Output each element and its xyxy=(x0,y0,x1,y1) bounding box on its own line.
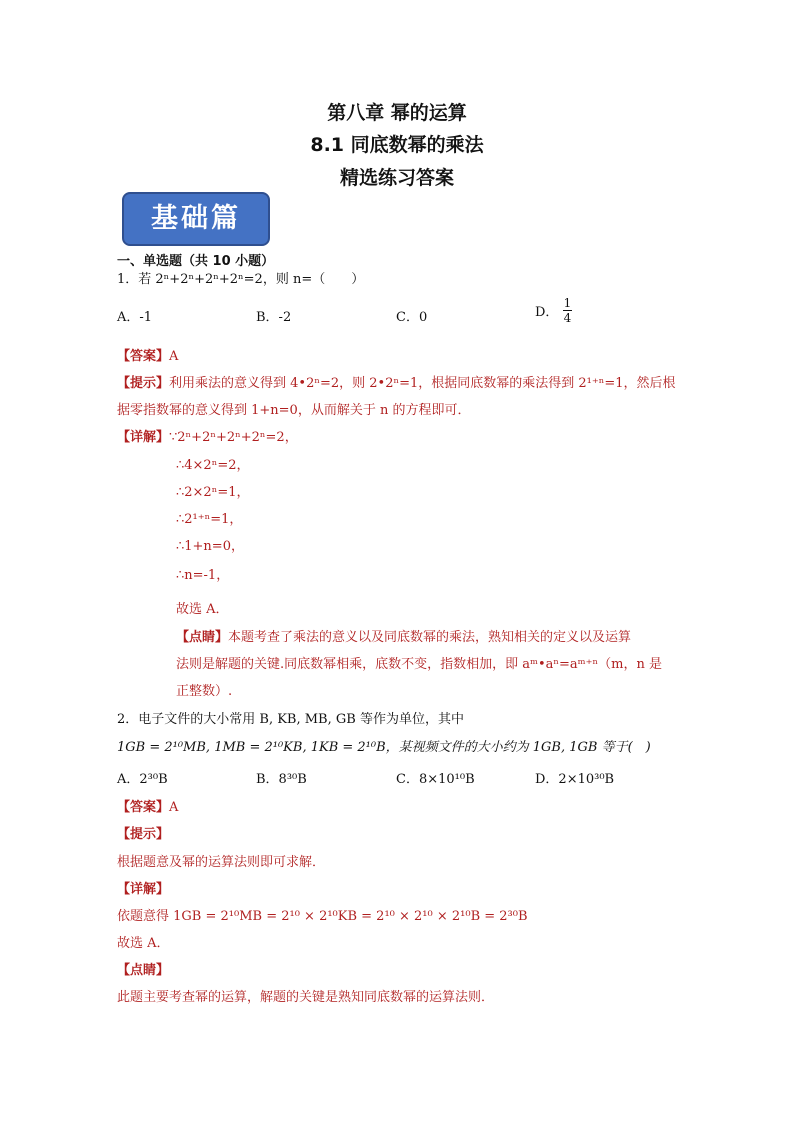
answer-value: A xyxy=(169,800,179,815)
q1-option-d-label: D． xyxy=(535,305,559,320)
q2-detail-text: 依题意得 1GB = 2¹⁰MB = 2¹⁰ × 2¹⁰KB = 2¹⁰ × 2¹⁰ × 2¹⁰B = 2³⁰B xyxy=(117,909,528,924)
q2-option-d: D．2×10³⁰B xyxy=(535,772,615,787)
section-title: 8.1 同底数幂的乘法 xyxy=(310,134,484,156)
detail-tag: 【详解】 xyxy=(117,430,170,445)
q2-option-b: B．8³⁰B xyxy=(256,772,307,787)
q1-detail-step-1 xyxy=(117,426,298,445)
hint-text: 利用乘法的意义得到 4•2ⁿ=2，则 2•2ⁿ=1，根据同底数幂的乘法得到 2¹⁺ⁿ=1，然后根 xyxy=(169,376,676,391)
answer-value: A xyxy=(169,349,179,364)
comment-tag: 【点睛】 xyxy=(176,630,229,645)
q1-stem: 1．若 2ⁿ+2ⁿ+2ⁿ+2ⁿ=2，则 n=（ ） xyxy=(117,272,365,287)
answer-tag: 【答案】 xyxy=(117,349,170,364)
q1-hint-line-2: 据零指数幂的意义得到 1+n=0，从而解关于 n 的方程即可． xyxy=(117,403,471,418)
q1-conclusion: 故选 A． xyxy=(176,602,229,617)
q1-option-c: C．0 xyxy=(396,310,428,325)
q2-stem-line-2: 1GB = 2¹⁰MB, 1MB = 2¹⁰KB, 1KB = 2¹⁰B，某视频文件的大小约为 1GB, 1GB 等于( ) xyxy=(117,740,651,755)
chapter-title: 第八章 幂的运算 xyxy=(327,102,467,124)
q1-answer-line xyxy=(117,345,178,364)
q2-comment-tag: 【点睛】 xyxy=(117,963,170,978)
q1-detail-step-4: ∴2¹⁺ⁿ=1， xyxy=(176,512,243,527)
part-heading: 一、单选题（共 10 小题） xyxy=(117,254,275,269)
detail-step: ∵2ⁿ+2ⁿ+2ⁿ+2ⁿ=2， xyxy=(169,430,298,445)
hint-tag: 【提示】 xyxy=(117,376,170,391)
q2-hint-tag: 【提示】 xyxy=(117,827,170,842)
q1-detail-step-6: ∴n=-1， xyxy=(176,568,230,583)
q1-detail-step-5: ∴1+n=0， xyxy=(176,539,244,554)
q1-option-b: B．-2 xyxy=(256,310,292,325)
answer-tag: 【答案】 xyxy=(117,800,170,815)
page-subtitle: 精选练习答案 xyxy=(339,167,454,189)
q1-comment-line-1 xyxy=(176,626,631,645)
q1-option-d xyxy=(535,296,572,325)
comment-text: 本题考查了乘法的意义以及同底数幂的乘法，熟知相关的定义以及运算 xyxy=(228,630,632,645)
q1-option-a: A．-1 xyxy=(117,310,153,325)
q2-conclusion: 故选 A． xyxy=(117,936,170,951)
q1-comment-line-3: 正整数）. xyxy=(176,684,233,699)
q1-hint-line-1 xyxy=(117,372,676,391)
fraction-denominator: 4 xyxy=(563,311,572,325)
q1-comment-line-2: 法则是解题的关键.同底数幂相乘，底数不变，指数相加，即 aᵐ•aⁿ=aᵐ⁺ⁿ（m，n 是 xyxy=(176,657,662,672)
q2-hint-text: 根据题意及幂的运算法则即可求解． xyxy=(117,855,326,870)
fraction-numerator: 1 xyxy=(563,296,572,310)
q1-detail-step-3: ∴2×2ⁿ=1， xyxy=(176,485,250,500)
q2-detail-tag: 【详解】 xyxy=(117,882,170,897)
q2-answer-line xyxy=(117,796,178,815)
q1-option-d-fraction xyxy=(563,296,573,325)
q2-option-c: C．8×10¹⁰B xyxy=(396,772,475,787)
level-badge: 基础篇 xyxy=(122,192,270,246)
q2-comment-text: 此题主要考查幂的运算，解题的关键是熟知同底数幂的运算法则． xyxy=(117,990,495,1005)
q2-option-a: A．2³⁰B xyxy=(117,772,168,787)
q1-detail-step-2: ∴4×2ⁿ=2， xyxy=(176,458,250,473)
q2-stem-line-1: 2．电子文件的大小常用 B, KB, MB, GB 等作为单位，其中 xyxy=(117,712,464,727)
